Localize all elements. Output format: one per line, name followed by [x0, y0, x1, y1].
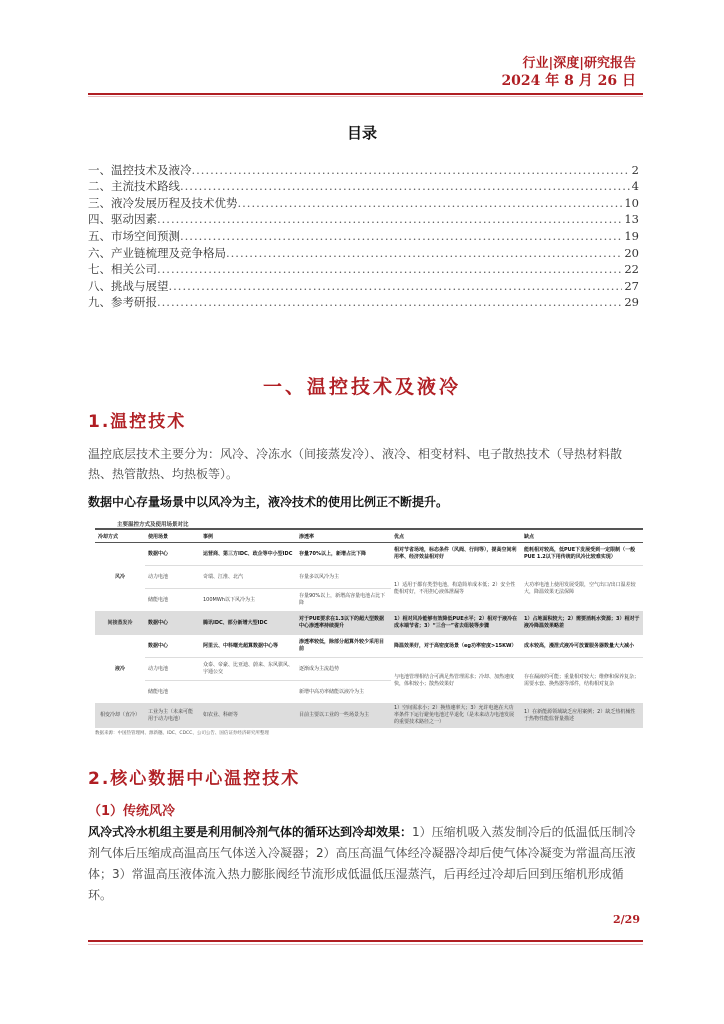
- toc-entry[interactable]: 八、挑战与展望 ..... 27: [88, 277, 639, 294]
- subsection-title: （1）传统风冷: [88, 804, 176, 819]
- table-row: 相变冷却（直冷） 工业为主（未来可能用于动力电池） 如农业、科研等 目前主要以工业的一些场景为主 1）空间需求小；2）换热速率大；3）允许电池在大功率条件下运行避免电池过早退化（是未来动力电池发展的重要技术路径之一） 1）在新能源领域缺乏应用案例；2）缺乏热机械性于热物性能监督量描述: [95, 704, 643, 728]
- toc-entry[interactable]: 九、参考研报 ..... 29: [88, 294, 639, 311]
- report-type: 行业|深度|研究报告: [522, 56, 636, 71]
- column-header: 冷却方式: [95, 529, 145, 543]
- toc-entry[interactable]: 七、相关公司 ..... 22: [88, 261, 639, 278]
- table-row: 动力电池 奇瑞、江淮、北汽 存量多以风冷为主 1）适用于都有类型电池，构造简单成本低；2）安全性能相对好，不用担心液体泄漏等 大功率电池上使用发展受限，空气出口/出口温差较大，降温效果无法保障: [95, 566, 643, 589]
- toc-entry[interactable]: 四、驱动因素 ..... 13: [88, 211, 639, 228]
- column-header: 使用场景: [145, 529, 200, 543]
- header-divider-thin: [88, 96, 643, 97]
- table-row: 间接蒸发冷 数据中心 腾讯IDC、部分新增大型IDC 对于PUE要求在1.3以下的超大型数据中心渗透率持续提升 1）相对风冷能够有效降低PUE水平；2）相对于液冷在成本端节省；3）“三合一”省去组装等步骤 1）占地面积较大；2）需要消耗水资源；3）相对于液冷降温效果略差: [95, 612, 643, 635]
- cooling-comparison-table: [95, 520, 643, 736]
- key-statement: 数据中心存量场景中以风冷为主，液冷技术的使用比例正不断提升。: [88, 495, 449, 509]
- header-divider: [88, 93, 643, 95]
- table-row: 储能电池 新增中高功率储能以液冷为主: [95, 681, 643, 704]
- table-caption: 主要温控方式及使用场景对比: [117, 522, 189, 528]
- table-row: 风冷 数据中心 运营商、第三方IDC、政企等中小型IDC 存量70%以上，新增占比下降 相对节省场地，标态条件（风阀、行间等），提高空间利用率、经济效益相对好 能耗相对较高，低PUE下发展受到一定限制（一般PUE 1.2以下用传统的风冷比较难实现）: [95, 543, 643, 566]
- column-header: 缺点: [521, 529, 643, 543]
- toc-entry[interactable]: 一、温控技术及液冷 ..... 2: [88, 161, 639, 178]
- footer-divider-thin: [88, 944, 643, 945]
- report-date: 2024 年 8 月 26 日: [501, 73, 636, 89]
- toc-title: 目录: [346, 124, 377, 142]
- section-title: 2.核心数据中心温控技术: [88, 769, 301, 789]
- section-paragraph: 温控底层技术主要分为：风冷、冷冻水（间接蒸发冷）、液冷、相变材料、电子散热技术（导热材料散热、热管散热、均热板等）。: [88, 447, 623, 481]
- footer-divider: [88, 940, 643, 942]
- section-title: 1.温控技术: [88, 412, 187, 432]
- toc-entry[interactable]: 六、产业链梳理及竞争格局 ..... 20: [88, 244, 639, 261]
- toc-entry[interactable]: 三、液冷发展历程及技术优势 ..... 10: [88, 194, 639, 211]
- table-of-contents: [88, 161, 639, 310]
- table-row: 液冷 数据中心 阿里云、中科曙光超算数据中心等 渗透率较低，除部分超算外较少采用目前 降温效果好，对于高密度场景（eg功率密度>15KW） 成本较高，漫泄式液冷可放置服务器数量大大减小: [95, 635, 643, 658]
- toc-entry[interactable]: 五、市场空间预测 ..... 19: [88, 227, 639, 244]
- table-row: 动力电池 众泰、帝豪、比亚迪、蔚来、东风骐风、宇通公交 逐渐成为主流趋势 与电池管理相结合可满足热管理需求；冷却、加热速度快，体积较小；散热效果好 存在漏液的可能；重量相对较大；维修和保养复杂；需要水套、换热器等部件，结构相对复杂: [95, 658, 643, 681]
- page-number: 2/29: [613, 913, 640, 926]
- column-header: 渗透率: [296, 529, 391, 543]
- toc-entry[interactable]: 二、主流技术路线 ..... 4: [88, 178, 639, 195]
- column-header: 优点: [391, 529, 521, 543]
- column-header: 事例: [200, 529, 296, 543]
- chapter-title: 一、温控技术及液冷: [262, 376, 461, 398]
- table-row: 储能电池 100MWh以下风冷为主 存量90%以上，新增高容量电池占比下降: [95, 589, 643, 612]
- section-paragraph: 风冷式冷水机组主要是利用制冷剂气体的循环达到冷却效果：1）压缩机吸入蒸发制冷后的低温低压制冷剂气体后压缩成高温高压气体送入冷凝器；2）高压高温气体经冷凝器冷却后使气体冷凝变为常温高压液体；3）常温高压液体流入热力膨胀阀经节流形成低温低压湿蒸汽，后再经过冷却后回到压缩机形成循环。: [88, 825, 636, 902]
- table-source: 数据来源：中国热管理网、源新穗、IDC、CDCC、公司公告、国信证券经济研究所整理: [95, 731, 269, 736]
